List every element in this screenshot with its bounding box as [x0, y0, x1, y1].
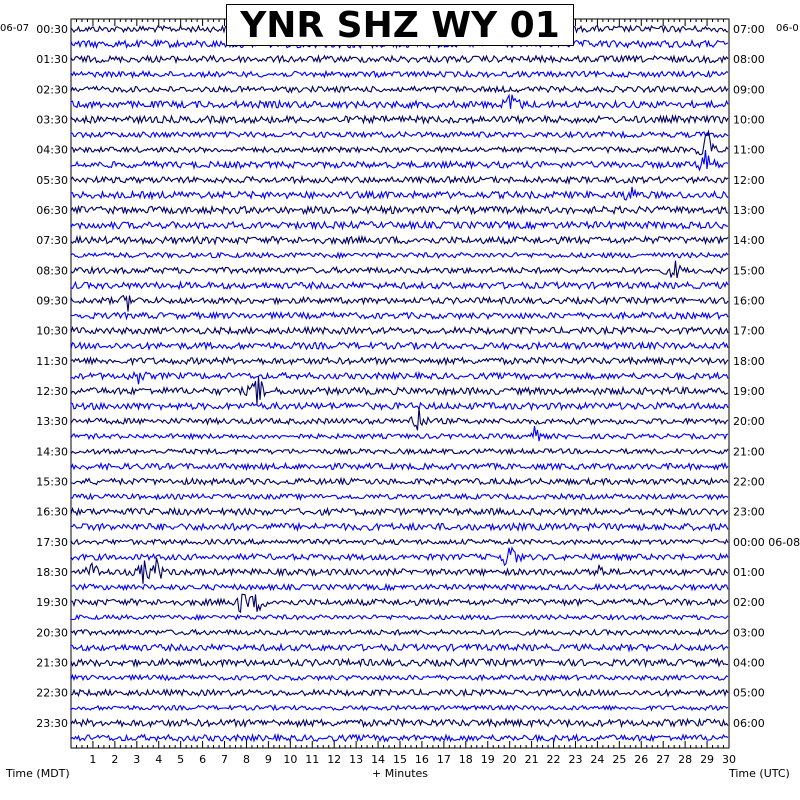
left-time-label: 02:30	[36, 83, 68, 97]
x-tick-label: 8	[242, 753, 250, 766]
x-tick-label: 7	[221, 753, 229, 766]
right-time-label: 08:00	[733, 53, 765, 67]
left-time-label: 05:30	[36, 173, 68, 187]
right-time-label: 19:00	[733, 385, 765, 399]
right-time-label: 04:00	[733, 656, 765, 670]
plot-frame	[71, 19, 729, 748]
right-time-label: 00:00 06-08	[733, 535, 800, 549]
x-tick-label: 27	[656, 753, 671, 766]
right-time-label: 16:00	[733, 294, 765, 308]
right-time-label: 05:00	[733, 686, 765, 700]
right-time-label: 02:00	[733, 596, 765, 610]
right-time-label: 07:00	[733, 23, 765, 36]
x-tick-label: 22	[546, 753, 561, 766]
left-time-label: 17:30	[36, 535, 68, 549]
left-time-label: 00:30	[36, 23, 68, 36]
x-tick-label: 9	[264, 753, 272, 766]
left-time-label: 06:30	[36, 204, 68, 218]
x-tick-label: 11	[305, 753, 320, 766]
chart-title: YNR SHZ WY 01	[226, 4, 574, 46]
left-time-label: 09:30	[36, 294, 68, 308]
left-time-label: 04:30	[36, 143, 68, 157]
x-tick-label: 3	[133, 753, 141, 766]
left-time-label: 07:30	[36, 234, 68, 248]
right-time-label: 10:00	[733, 113, 765, 127]
right-time-label: 23:00	[733, 505, 765, 519]
left-axis-label: Time (MDT)	[6, 767, 70, 780]
x-tick-label: 26	[634, 753, 649, 766]
right-time-label: 11:00	[733, 143, 765, 157]
right-time-label: 21:00	[733, 445, 765, 459]
x-tick-label: 25	[612, 753, 627, 766]
left-time-label: 23:30	[36, 716, 68, 730]
right-time-label: 22:00	[733, 475, 765, 489]
x-tick-label: 12	[327, 753, 342, 766]
left-time-label: 16:30	[36, 505, 68, 519]
left-time-label: 21:30	[36, 656, 68, 670]
x-tick-label: 28	[678, 753, 693, 766]
x-tick-label: 13	[349, 753, 364, 766]
x-tick-label: 17	[436, 753, 451, 766]
x-tick-label: 18	[458, 753, 473, 766]
right-date-label: 06-0	[776, 23, 799, 34]
right-time-label: 14:00	[733, 234, 765, 248]
left-time-label: 18:30	[36, 566, 68, 580]
x-tick-label: 21	[524, 753, 539, 766]
x-axis-label: + Minutes	[371, 767, 429, 780]
x-tick-label: 1	[89, 753, 97, 766]
right-time-label: 17:00	[733, 324, 765, 338]
right-time-label: 20:00	[733, 415, 765, 429]
left-time-label: 22:30	[36, 686, 68, 700]
right-time-label: 09:00	[733, 83, 765, 97]
x-tick-label: 5	[177, 753, 185, 766]
right-time-label: 06:00	[733, 716, 765, 730]
left-time-label: 01:30	[36, 53, 68, 67]
left-time-label: 08:30	[36, 264, 68, 278]
x-tick-label: 16	[414, 753, 429, 766]
x-tick-label: 6	[199, 753, 207, 766]
x-tick-label: 29	[700, 753, 715, 766]
right-time-label: 01:00	[733, 566, 765, 580]
right-time-label: 15:00	[733, 264, 765, 278]
x-tick-label: 19	[480, 753, 495, 766]
left-time-label: 13:30	[36, 415, 68, 429]
left-time-label: 15:30	[36, 475, 68, 489]
right-axis-label: Time (UTC)	[729, 767, 790, 780]
x-tick-label: 30	[722, 753, 736, 766]
x-tick-label: 4	[155, 753, 163, 766]
x-tick-label: 2	[111, 753, 119, 766]
left-time-label: 20:30	[36, 626, 68, 640]
x-tick-label: 15	[393, 753, 407, 766]
left-time-label: 11:30	[36, 354, 68, 368]
x-tick-label: 23	[568, 753, 583, 766]
left-time-label: 10:30	[36, 324, 68, 338]
left-time-label: 14:30	[36, 445, 68, 459]
right-time-label: 03:00	[733, 626, 765, 640]
x-tick-label: 14	[371, 753, 386, 766]
left-date-label: 06-07	[0, 23, 30, 34]
right-time-label: 12:00	[733, 173, 765, 187]
x-tick-label: 10	[283, 753, 298, 766]
x-tick-label: 20	[502, 753, 517, 766]
x-tick-label: 24	[590, 753, 605, 766]
left-time-label: 03:30	[36, 113, 68, 127]
right-time-label: 18:00	[733, 354, 765, 368]
left-time-label: 12:30	[36, 385, 68, 399]
left-time-label: 19:30	[36, 596, 68, 610]
right-time-label: 13:00	[733, 204, 765, 218]
